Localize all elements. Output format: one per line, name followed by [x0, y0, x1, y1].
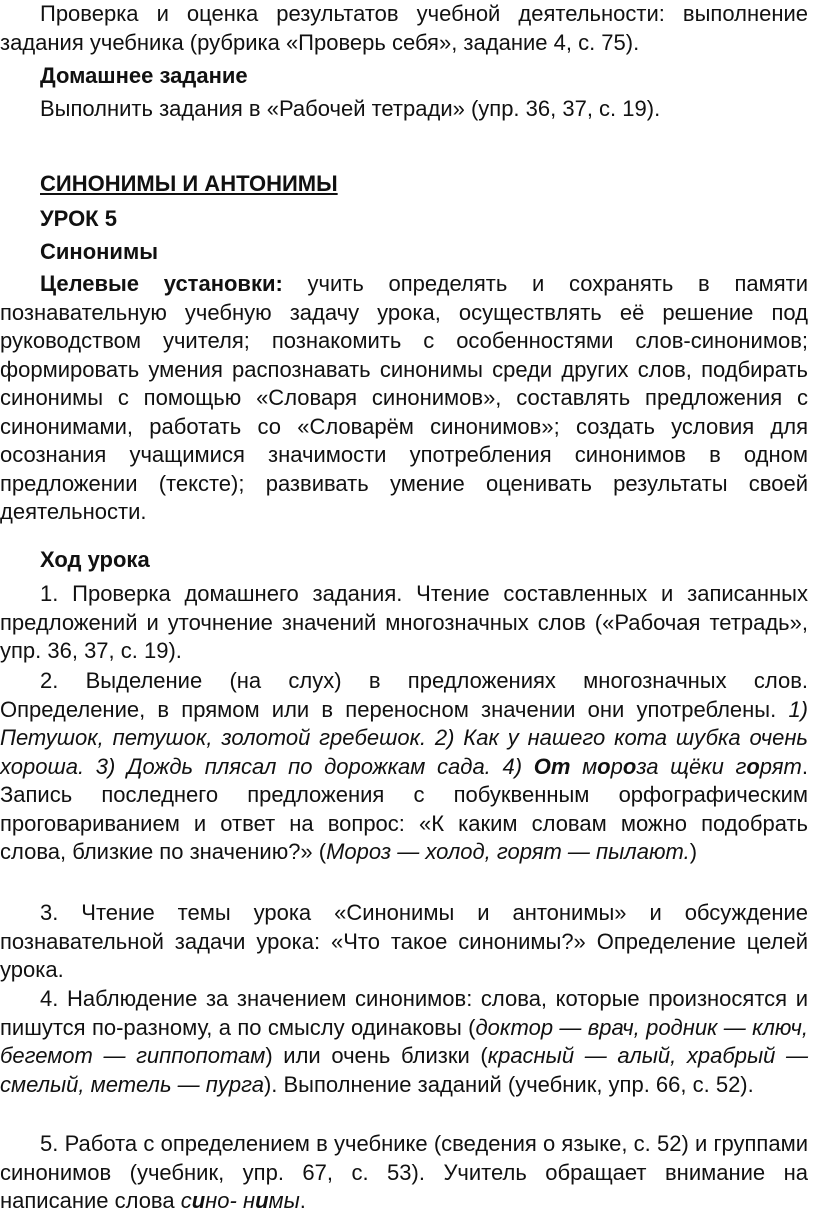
example-synonyms: Мороз — холод, горят — пылают. — [326, 839, 690, 864]
item-number: 3. — [40, 900, 59, 925]
intro-paragraph — [0, 0, 808, 57]
example-fragment: за — [636, 753, 659, 779]
emphasized-letter: о — [746, 753, 760, 779]
item-text: . Запись последнего предложения с побуквенным орфографическим проговариванием и ответ на вопрос: «К каким словам можно подобрать слова, близкие по значению?» ( — [0, 753, 808, 864]
example-synonyms: красный — алый, храбрый — смелый, метель — пурга — [0, 1043, 808, 1097]
example-sentences: 1) Петушок, петушок, золотой гребешок. 2) Как у нашего кота шубка очень хороша. 3) Дождь плясал по дорожкам сада. 4) — [0, 696, 808, 779]
course-item-1 — [0, 580, 808, 666]
course-item-4 — [0, 985, 808, 1099]
item-text: . — [299, 1188, 306, 1213]
example-fragment: с — [180, 1188, 192, 1213]
item-number: 1. — [40, 581, 59, 606]
example-fragment: р — [610, 753, 623, 779]
course-heading: Ход урока — [40, 547, 150, 572]
emphasized-word: От — [533, 753, 571, 779]
homework-heading: Домашнее задание — [40, 63, 248, 88]
item-text: ). Выполнение заданий (учебник, упр. 66, с. 52). — [263, 1071, 754, 1097]
item-text: ) или очень близки ( — [265, 1043, 488, 1068]
item-number: 4. — [40, 986, 59, 1011]
intro-text: Проверка и оценка результатов учебной деятельности: выполнение задания учебника (рубрика «Проверь себя», задание 4, с. 75). — [0, 1, 808, 55]
goals-text: учить определять и сохранять в памяти познавательную учебную задачу урока, осуществлять её решение под руководством учителя; познакомить с особенностями слов-синонимов; формировать умения распознавать синонимы среди других слов, подбирать синонимы с помощью «Словаря синонимов», составлять предложения с синонимами, работать со «Словарём синонимов»; создать условия для осознания учащимися значимости употребления синонимов в одном предложении (тексте); развивать умение оценивать результаты своей деятельности. — [0, 271, 808, 524]
emphasized-letter: о — [597, 753, 611, 779]
item-text: Чтение темы урока «Синонимы и антонимы» и обсуждение познавательной задачи урока: «Что такое синонимы?» Определение целей урока. — [0, 900, 808, 982]
emphasized-letter: и — [191, 1188, 206, 1213]
item-text: Работа с определением в учебнике (сведения о языке, с. 52) и группами синонимов (учебник, упр. 67, с. 53). Учитель обращает внимание на написание слова — [0, 1131, 808, 1213]
example-fragment: рят — [759, 753, 802, 779]
course-item-2 — [0, 667, 808, 867]
example-fragment: щёки г — [658, 753, 747, 779]
example-fragment: мы — [268, 1188, 300, 1213]
goals-label: Целевые установки: — [40, 271, 283, 296]
example-fragment: м — [570, 753, 598, 779]
item-number: 2. — [40, 668, 59, 693]
goals-paragraph — [0, 270, 808, 527]
item-text: Проверка домашнего задания. Чтение составленных и записанных предложений и уточнение значений многозначных слов («Рабочая тетрадь», упр. 36, 37, с. 19). — [0, 581, 808, 663]
item-text: Наблюдение за значением синонимов: слова, которые произносятся и пишутся по-разному, а по смыслу одинаковы ( — [0, 986, 808, 1040]
item-text: ) — [689, 839, 698, 864]
lesson-number: УРОК 5 — [40, 206, 117, 231]
emphasized-letter: и — [255, 1188, 269, 1213]
item-text: Выделение (на слух) в предложениях многозначных слов. Определение, в прямом или в переносном значении они употреблены. — [0, 668, 808, 722]
course-item-3 — [0, 899, 808, 985]
item-number: 5. — [40, 1131, 59, 1156]
example-synonyms: доктор — врач, родник — ключ, бегемот — гиппопотам — [0, 1014, 808, 1068]
emphasized-letter: о — [622, 753, 637, 779]
homework-text: Выполнить задания в «Рабочей тетради» (упр. 36, 37, с. 19). — [40, 96, 661, 121]
lesson-topic: Синонимы — [40, 239, 159, 264]
section-title: СИНОНИМЫ И АНТОНИМЫ — [40, 171, 338, 196]
course-item-5 — [0, 1130, 808, 1216]
example-fragment: но- н — [205, 1188, 256, 1213]
